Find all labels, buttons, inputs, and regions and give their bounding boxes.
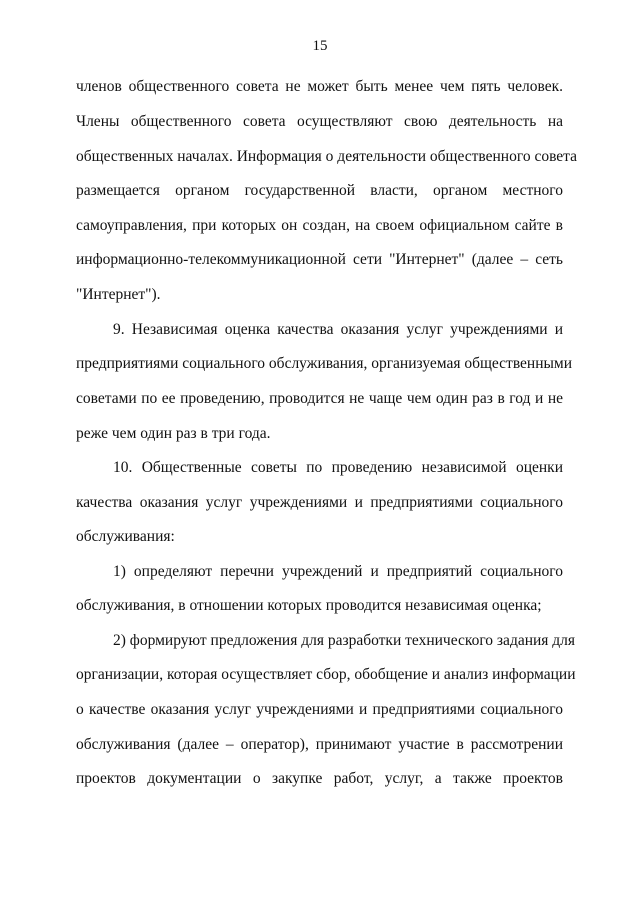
text-line: предприятиями социального обслуживания, организуемая общественными xyxy=(76,355,573,372)
text-line: "Интернет"). xyxy=(76,286,161,303)
text-line: общественных началах. Информация о деятельности общественного совета xyxy=(76,148,578,165)
text-line: качества оказания услуг учреждениями и предприятиями социального xyxy=(76,494,563,511)
text-line: реже чем один раз в три года. xyxy=(76,425,271,442)
text-line: обслуживания (далее – оператор), принимают участие в рассмотрении xyxy=(76,736,563,753)
text-line: о качестве оказания услуг учреждениями и предприятиями социального xyxy=(76,701,563,718)
text-line: информационно-телекоммуникационной сети "Интернет" (далее – сеть xyxy=(76,251,563,268)
text-line: советами по ее проведению, проводится не чаще чем один раз в год и не xyxy=(76,390,563,407)
text-line: обслуживания: xyxy=(76,528,175,545)
list-item-1-first-line: 1) определяют перечни учреждений и предприятий социального xyxy=(113,563,563,580)
paragraph-10-first-line: 10. Общественные советы по проведению независимой оценки xyxy=(113,459,563,476)
text-line: обслуживания, в отношении которых проводится независимая оценка; xyxy=(76,597,542,614)
text-line: самоуправления, при которых он создан, на своем официальном сайте в xyxy=(76,217,563,234)
text-line: размещается органом государственной власти, органом местного xyxy=(76,182,563,199)
page-number: 15 xyxy=(312,38,328,54)
paragraph-9-first-line: 9. Независимая оценка качества оказания услуг учреждениями и xyxy=(113,321,563,338)
list-item-2-first-line: 2) формируют предложения для разработки технического задания для xyxy=(113,632,576,649)
text-line: Члены общественного совета осуществляют свою деятельность на xyxy=(76,113,563,130)
text-line: организации, которая осуществляет сбор, обобщение и анализ информации xyxy=(76,666,576,683)
text-line: членов общественного совета не может быть менее чем пять человек. xyxy=(76,78,563,95)
text-line: проектов документации о закупке работ, услуг, а также проектов xyxy=(76,770,563,787)
